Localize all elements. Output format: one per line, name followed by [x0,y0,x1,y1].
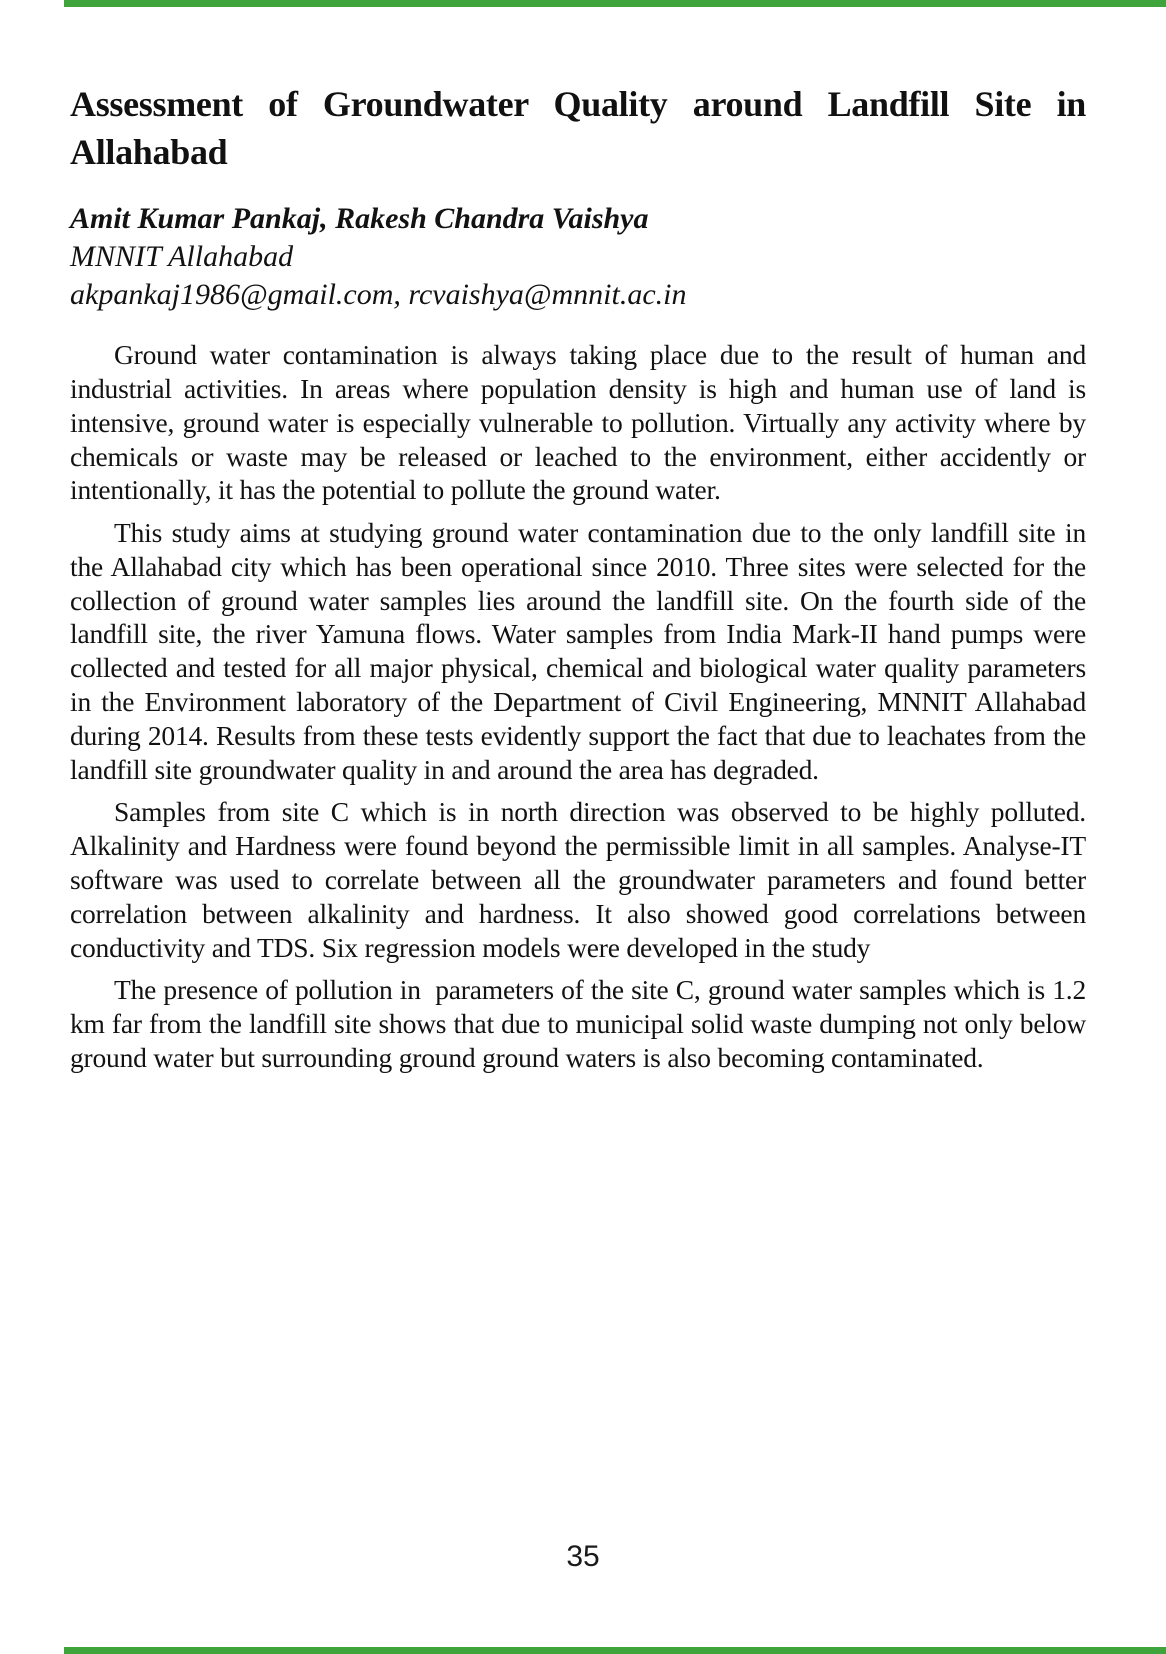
authors-line: Amit Kumar Pankaj, Rakesh Chandra Vaishya [70,202,649,236]
affiliation-line: MNNIT Allahabad [70,240,294,274]
page-bottom-edge-bar [64,1647,1166,1654]
paper-title-line-1: Assessment of Groundwater Quality around Landfill Site in [70,84,1086,124]
abstract-body [70,338,1086,1075]
abstract-paragraph: Ground water contamination is always taking place due to the result of human and industrial activities. In areas where population density is high and human use of land is intensive, ground water is especially vulnerable to pollution. Virtually any activity where by chemicals or waste may be released or leached to the environment, either accidently or intentionally, it has the potential to pollute the ground water. [70,339,1086,506]
abstract-paragraph: The presence of pollution in parameters of the site C, ground water samples which is 1.2 km far from the landfill site shows that due to municipal solid waste dumping not only below ground water but surrounding ground ground waters is also becoming contaminated. [70,974,1086,1074]
byline-block [70,200,1086,314]
paper-title-line-2: Allahabad [70,132,228,172]
abstract-paragraph: Samples from site C which is in north direction was observed to be highly polluted. Alkalinity and Hardness were found beyond the permissible limit in all samples. Analyse-IT software was used to correlate between all the groundwater parameters and found better correlation between alkalinity and hardness. It also showed good correlations between conductivity and TDS. Six regression models were developed in the study [70,796,1086,963]
emails-line: akpankaj1986@gmail.com, rcvaishya@mnnit.ac.in [70,278,687,312]
page-content [70,0,1086,1084]
abstract-paragraph: This study aims at studying ground water contamination due to the only landfill site in the Allahabad city which has been operational since 2010. Three sites were selected for the collection of ground water samples lies around the landfill site. On the fourth side of the landfill site, the river Yamuna flows. Water samples from India Mark-II hand pumps were collected and tested for all major physical, chemical and biological water quality parameters in the Environment laboratory of the Department of Civil Engineering, MNNIT Allahabad during 2014. Results from these tests evidently support the fact that due to leachates from the landfill site groundwater quality in and around the area has degraded. [70,517,1086,785]
page-number: 35 [566,1540,600,1573]
paper-title [70,80,1086,176]
